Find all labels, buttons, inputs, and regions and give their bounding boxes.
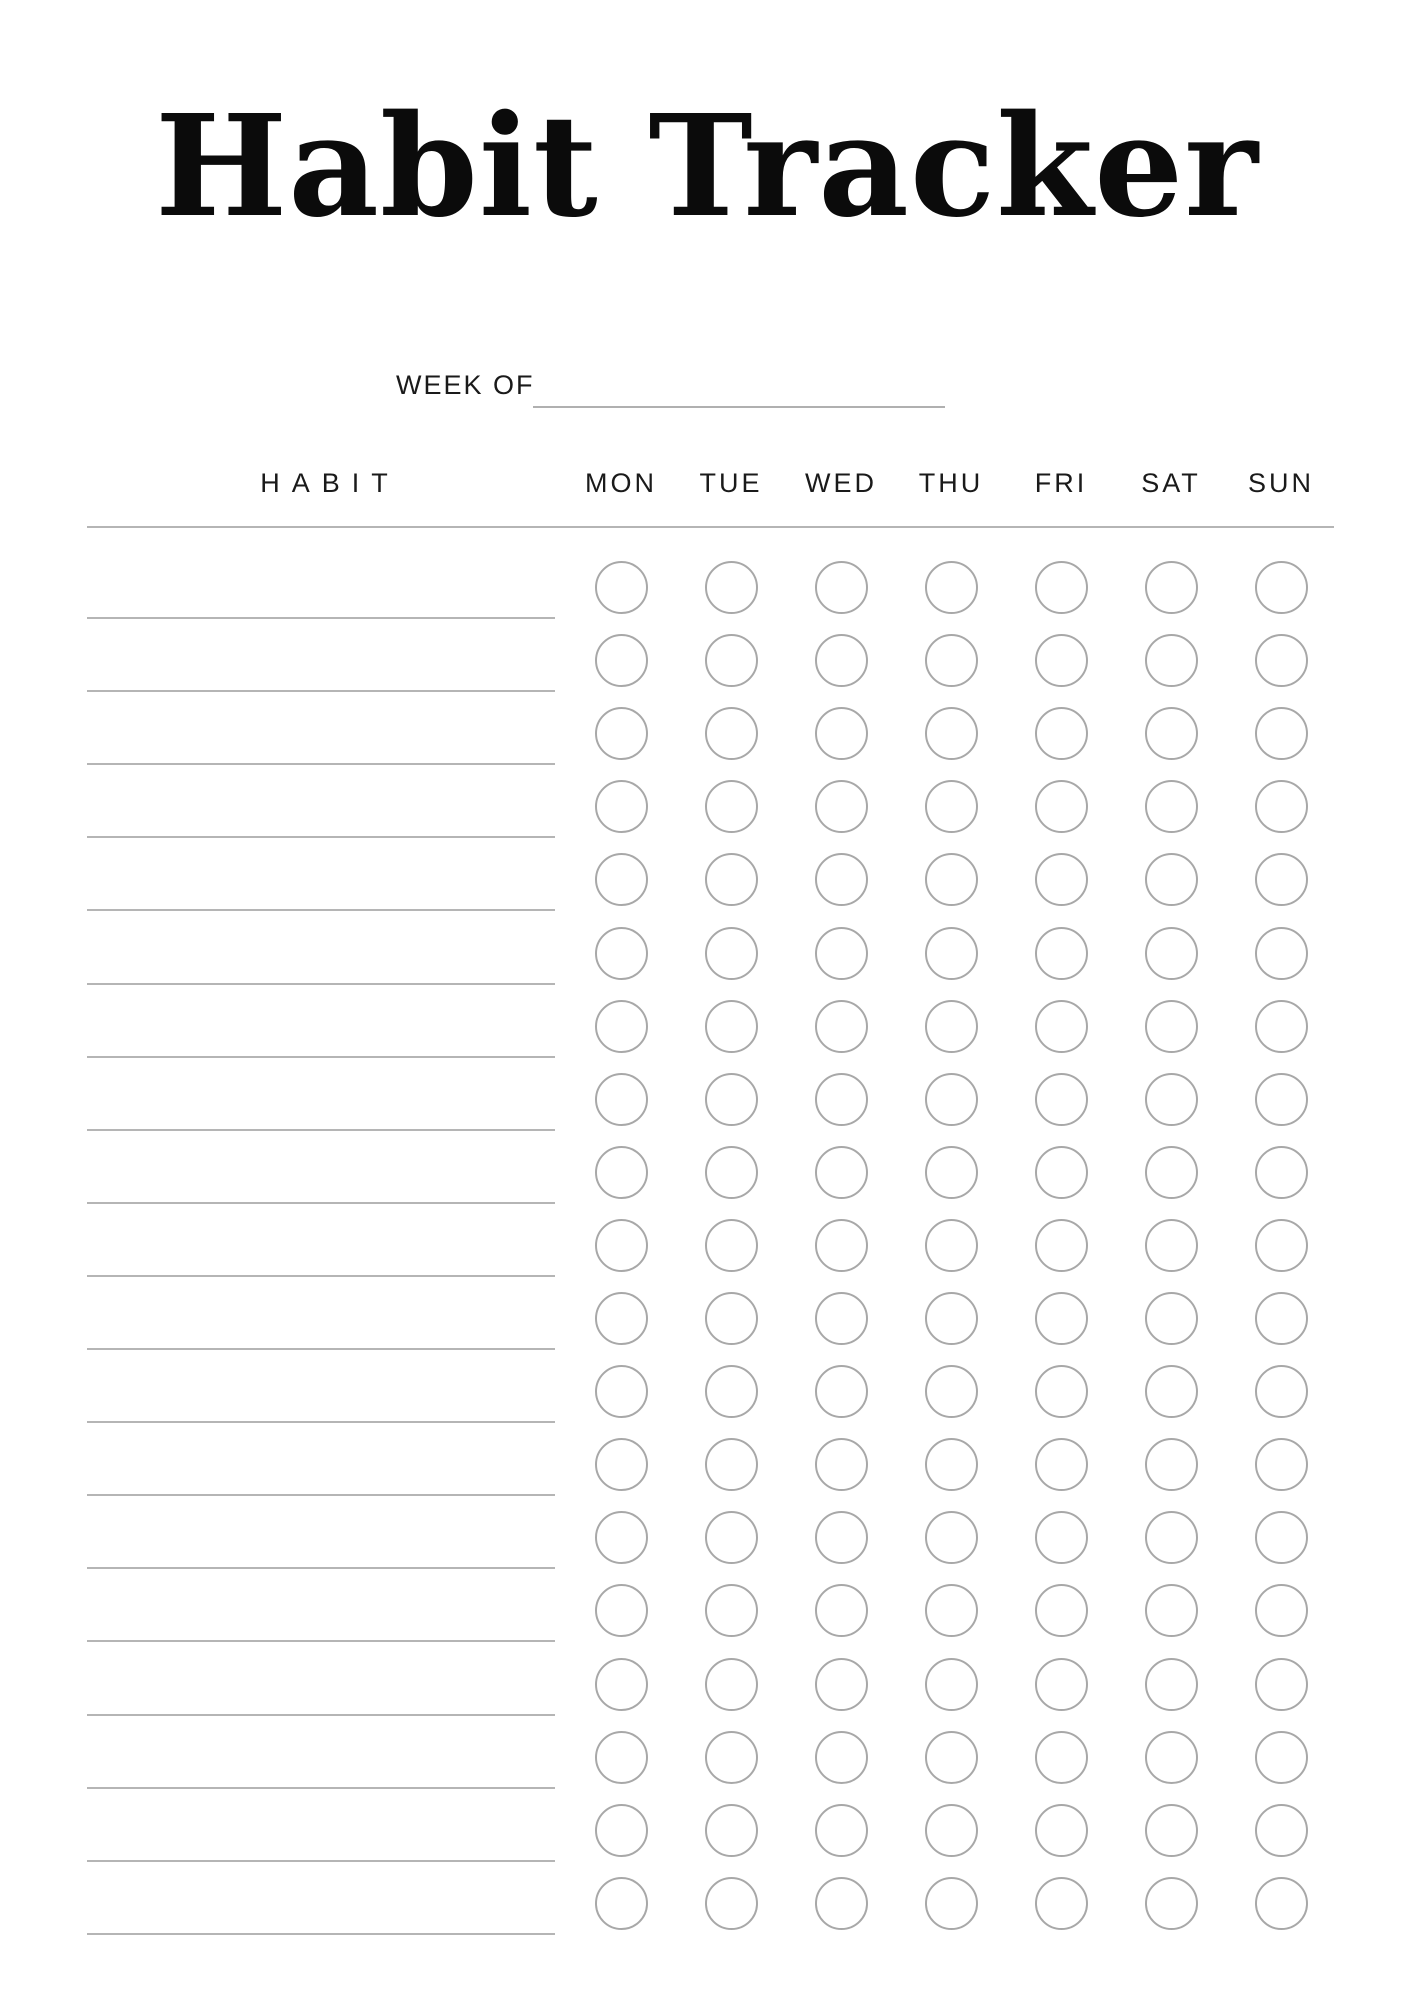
habit-entry-line[interactable] [87, 1056, 555, 1058]
check-circle-sun[interactable] [1255, 1000, 1308, 1053]
check-circle-mon[interactable] [595, 1877, 648, 1930]
check-circle-tue[interactable] [705, 780, 758, 833]
check-circle-sat[interactable] [1145, 1219, 1198, 1272]
check-circle-fri[interactable] [1035, 1219, 1088, 1272]
habit-entry-line[interactable] [87, 1275, 555, 1277]
habit-entry-line[interactable] [87, 1129, 555, 1131]
check-circle-sun[interactable] [1255, 1804, 1308, 1857]
check-circle-sat[interactable] [1145, 853, 1198, 906]
check-circle-tue[interactable] [705, 853, 758, 906]
habit-entry-line[interactable] [87, 1787, 555, 1789]
week-of-field[interactable] [533, 406, 945, 408]
check-circle-fri[interactable] [1035, 927, 1088, 980]
check-circle-fri[interactable] [1035, 1146, 1088, 1199]
habit-entry-line[interactable] [87, 617, 555, 619]
header-divider [87, 526, 1334, 528]
check-circle-thu[interactable] [925, 1731, 978, 1784]
check-circle-thu[interactable] [925, 780, 978, 833]
check-circle-thu[interactable] [925, 634, 978, 687]
check-circle-wed[interactable] [815, 561, 868, 614]
check-circle-mon[interactable] [595, 927, 648, 980]
check-circle-wed[interactable] [815, 1292, 868, 1345]
check-circle-mon[interactable] [595, 1438, 648, 1491]
check-circle-tue[interactable] [705, 1658, 758, 1711]
day-header-tue: TUE [699, 468, 763, 498]
check-circle-fri[interactable] [1035, 1000, 1088, 1053]
day-header-sat: SAT [1141, 468, 1201, 498]
check-circle-thu[interactable] [925, 1292, 978, 1345]
check-circle-sun[interactable] [1255, 927, 1308, 980]
check-circle-tue[interactable] [705, 1146, 758, 1199]
habit-entry-line[interactable] [87, 1202, 555, 1204]
check-circle-sat[interactable] [1145, 1658, 1198, 1711]
check-circle-mon[interactable] [595, 1073, 648, 1126]
check-circle-mon[interactable] [595, 1584, 648, 1637]
check-circle-wed[interactable] [815, 1146, 868, 1199]
check-circle-sat[interactable] [1145, 780, 1198, 833]
check-circle-sun[interactable] [1255, 1438, 1308, 1491]
check-circle-fri[interactable] [1035, 1584, 1088, 1637]
check-circle-sun[interactable] [1255, 1073, 1308, 1126]
check-circle-tue[interactable] [705, 1584, 758, 1637]
check-circle-mon[interactable] [595, 707, 648, 760]
check-circle-sat[interactable] [1145, 1584, 1198, 1637]
check-circle-sun[interactable] [1255, 1877, 1308, 1930]
check-circle-thu[interactable] [925, 1073, 978, 1126]
check-circle-fri[interactable] [1035, 1438, 1088, 1491]
check-circle-fri[interactable] [1035, 1877, 1088, 1930]
check-circle-mon[interactable] [595, 1146, 648, 1199]
check-circle-thu[interactable] [925, 1146, 978, 1199]
day-header-mon: MON [585, 468, 657, 498]
check-circle-tue[interactable] [705, 927, 758, 980]
check-circle-wed[interactable] [815, 634, 868, 687]
check-circle-mon[interactable] [595, 1731, 648, 1784]
check-circle-thu[interactable] [925, 853, 978, 906]
check-circle-tue[interactable] [705, 707, 758, 760]
check-circle-wed[interactable] [815, 1219, 868, 1272]
check-circle-tue[interactable] [705, 1804, 758, 1857]
check-circle-mon[interactable] [595, 1219, 648, 1272]
check-circle-mon[interactable] [595, 1292, 648, 1345]
check-circle-fri[interactable] [1035, 561, 1088, 614]
check-circle-thu[interactable] [925, 561, 978, 614]
check-circle-fri[interactable] [1035, 1804, 1088, 1857]
check-circle-wed[interactable] [815, 1073, 868, 1126]
check-circle-thu[interactable] [925, 927, 978, 980]
check-circle-sat[interactable] [1145, 1804, 1198, 1857]
check-circle-fri[interactable] [1035, 634, 1088, 687]
check-circle-sat[interactable] [1145, 1292, 1198, 1345]
check-circle-sun[interactable] [1255, 561, 1308, 614]
check-circle-sat[interactable] [1145, 1000, 1198, 1053]
check-circle-fri[interactable] [1035, 780, 1088, 833]
check-circle-tue[interactable] [705, 1219, 758, 1272]
check-circle-sun[interactable] [1255, 1146, 1308, 1199]
check-circle-mon[interactable] [595, 853, 648, 906]
check-circle-fri[interactable] [1035, 707, 1088, 760]
check-circle-sat[interactable] [1145, 1877, 1198, 1930]
habit-entry-line[interactable] [87, 1348, 555, 1350]
check-circle-sun[interactable] [1255, 1292, 1308, 1345]
check-circle-sat[interactable] [1145, 1146, 1198, 1199]
check-circle-mon[interactable] [595, 1511, 648, 1564]
check-circle-thu[interactable] [925, 1658, 978, 1711]
check-circle-wed[interactable] [815, 1877, 868, 1930]
check-circle-mon[interactable] [595, 634, 648, 687]
check-circle-sat[interactable] [1145, 1438, 1198, 1491]
day-header-wed: WED [805, 468, 877, 498]
check-circle-sat[interactable] [1145, 1365, 1198, 1418]
check-circle-sun[interactable] [1255, 707, 1308, 760]
check-circle-mon[interactable] [595, 561, 648, 614]
check-circle-wed[interactable] [815, 1584, 868, 1637]
check-circle-thu[interactable] [925, 1877, 978, 1930]
check-circle-fri[interactable] [1035, 1511, 1088, 1564]
check-circle-tue[interactable] [705, 1511, 758, 1564]
check-circle-tue[interactable] [705, 1877, 758, 1930]
check-circle-sun[interactable] [1255, 1658, 1308, 1711]
check-circle-tue[interactable] [705, 634, 758, 687]
habit-entry-line[interactable] [87, 1933, 555, 1935]
check-circle-thu[interactable] [925, 1000, 978, 1053]
habit-column-header: HABIT [260, 468, 400, 498]
check-circle-fri[interactable] [1035, 1073, 1088, 1126]
check-circle-wed[interactable] [815, 1511, 868, 1564]
check-circle-tue[interactable] [705, 1731, 758, 1784]
check-circle-mon[interactable] [595, 1000, 648, 1053]
day-header-fri: FRI [1034, 468, 1088, 498]
check-circle-fri[interactable] [1035, 853, 1088, 906]
page-title: Habit Tracker [154, 85, 1259, 249]
check-circle-sun[interactable] [1255, 1219, 1308, 1272]
check-circle-thu[interactable] [925, 707, 978, 760]
check-circle-tue[interactable] [705, 561, 758, 614]
check-circle-wed[interactable] [815, 1365, 868, 1418]
check-circle-sun[interactable] [1255, 1584, 1308, 1637]
check-circle-sun[interactable] [1255, 853, 1308, 906]
check-circle-tue[interactable] [705, 1438, 758, 1491]
check-circle-sat[interactable] [1145, 1511, 1198, 1564]
day-header-sun: SUN [1247, 468, 1314, 498]
check-circle-fri[interactable] [1035, 1365, 1088, 1418]
habit-entry-line[interactable] [87, 1567, 555, 1569]
day-header-thu: THU [918, 468, 984, 498]
week-of-label: WEEK OF [396, 370, 535, 400]
check-circle-mon[interactable] [595, 1804, 648, 1857]
check-circle-sun[interactable] [1255, 634, 1308, 687]
check-circle-thu[interactable] [925, 1804, 978, 1857]
check-circle-tue[interactable] [705, 1292, 758, 1345]
check-circle-sat[interactable] [1145, 1073, 1198, 1126]
check-circle-wed[interactable] [815, 1658, 868, 1711]
check-circle-wed[interactable] [815, 1804, 868, 1857]
check-circle-thu[interactable] [925, 1438, 978, 1491]
check-circle-sat[interactable] [1145, 707, 1198, 760]
check-circle-thu[interactable] [925, 1219, 978, 1272]
check-circle-fri[interactable] [1035, 1658, 1088, 1711]
check-circle-wed[interactable] [815, 927, 868, 980]
habit-entry-line[interactable] [87, 1860, 555, 1862]
check-circle-wed[interactable] [815, 853, 868, 906]
habit-entry-line[interactable] [87, 763, 555, 765]
check-circle-mon[interactable] [595, 1658, 648, 1711]
check-circle-wed[interactable] [815, 780, 868, 833]
check-circle-wed[interactable] [815, 1000, 868, 1053]
check-circle-thu[interactable] [925, 1365, 978, 1418]
check-circle-sun[interactable] [1255, 1365, 1308, 1418]
habit-entry-line[interactable] [87, 1494, 555, 1496]
habit-entry-line[interactable] [87, 690, 555, 692]
check-circle-fri[interactable] [1035, 1731, 1088, 1784]
check-circle-mon[interactable] [595, 780, 648, 833]
check-circle-fri[interactable] [1035, 1292, 1088, 1345]
check-circle-thu[interactable] [925, 1584, 978, 1637]
habit-entry-line[interactable] [87, 1714, 555, 1716]
habit-entry-line[interactable] [87, 1421, 555, 1423]
check-circle-sat[interactable] [1145, 927, 1198, 980]
check-circle-mon[interactable] [595, 1365, 648, 1418]
habit-entry-line[interactable] [87, 836, 555, 838]
check-circle-sat[interactable] [1145, 1731, 1198, 1784]
check-circle-tue[interactable] [705, 1365, 758, 1418]
habit-entry-line[interactable] [87, 909, 555, 911]
habit-entry-line[interactable] [87, 1640, 555, 1642]
check-circle-thu[interactable] [925, 1511, 978, 1564]
habit-entry-line[interactable] [87, 983, 555, 985]
check-circle-tue[interactable] [705, 1000, 758, 1053]
check-circle-sat[interactable] [1145, 561, 1198, 614]
check-circle-tue[interactable] [705, 1073, 758, 1126]
check-circle-sat[interactable] [1145, 634, 1198, 687]
check-circle-sun[interactable] [1255, 1731, 1308, 1784]
check-circle-sun[interactable] [1255, 1511, 1308, 1564]
check-circle-sun[interactable] [1255, 780, 1308, 833]
check-circle-wed[interactable] [815, 1731, 868, 1784]
check-circle-wed[interactable] [815, 1438, 868, 1491]
check-circle-wed[interactable] [815, 707, 868, 760]
